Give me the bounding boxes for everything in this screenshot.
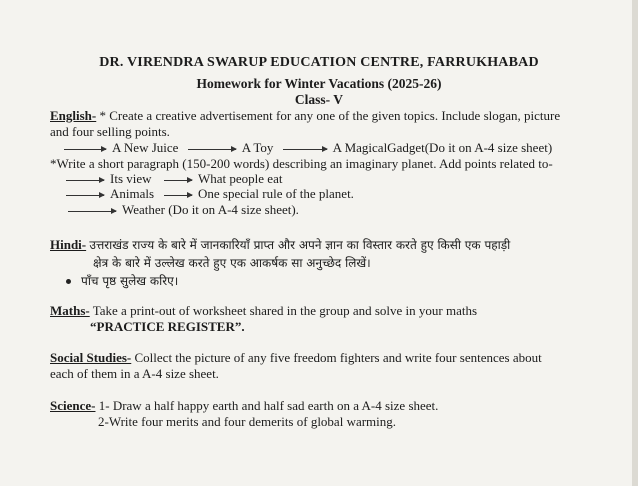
science-item1: 1- Draw a half happy earth and half sad earth on a A-4 size sheet. bbox=[98, 398, 439, 413]
arrow-icon bbox=[64, 149, 106, 150]
english-topic: A New Juice bbox=[112, 140, 179, 155]
maths-label: Maths- bbox=[50, 303, 90, 318]
english-point-left: Animals bbox=[110, 186, 155, 201]
english-task1-line2: and four selling points. bbox=[50, 124, 170, 139]
homework-title: Homework for Winter Vacations (2025-26) bbox=[196, 76, 442, 91]
english-task1-text: * Create a creative advertisement for any one of the given topics. Include slogan, picture bbox=[99, 108, 561, 123]
social-line2: each of them in a A-4 size sheet. bbox=[50, 366, 219, 381]
class-label: Class- V bbox=[294, 92, 344, 107]
english-point-row bbox=[60, 186, 354, 202]
social-label: Social Studies- bbox=[50, 350, 132, 365]
arrow-icon bbox=[66, 195, 104, 196]
hindi-bullet: पाँच पृष्ठ सुलेख करिए। bbox=[81, 274, 179, 288]
school-name: DR. VIRENDRA SWARUP EDUCATION CENTRE, FARRUKHABAD bbox=[99, 55, 539, 70]
hindi-text-line1: उत्तराखंड राज्य के बारे में जानकारियाँ प्राप्त और अपने ज्ञान का विस्तार करते हुए किसी एक पहाड़ी bbox=[89, 238, 511, 252]
english-point-right: One special rule of the planet. bbox=[198, 186, 354, 201]
english-topic: A MagicalGadget(Do it on A-4 size sheet) bbox=[332, 140, 553, 155]
maths-text-line1: Take a print-out of worksheet shared in the group and solve in your maths bbox=[92, 303, 478, 318]
english-task2-line1: *Write a short paragraph (150-200 words) describing an imaginary planet. Add points related to- bbox=[50, 156, 553, 171]
english-last-point: Weather (Do it on A-4 size sheet). bbox=[122, 202, 299, 217]
english-label: English- bbox=[50, 108, 97, 123]
science-line1 bbox=[50, 398, 438, 414]
english-point-row bbox=[62, 202, 299, 218]
english-task1-line1 bbox=[50, 108, 560, 124]
arrow-icon bbox=[66, 180, 104, 181]
english-point-left: Its view bbox=[110, 171, 152, 186]
english-topic: A Toy bbox=[241, 140, 274, 155]
hindi-line1 bbox=[50, 236, 510, 253]
english-topics-row bbox=[58, 140, 552, 156]
hindi-label: Hindi- bbox=[50, 237, 87, 252]
science-line2: 2-Write four merits and four demerits of global warming. bbox=[98, 414, 397, 429]
arrow-icon bbox=[68, 211, 116, 212]
hindi-line2: क्षेत्र के बारे में उल्लेख करते हुए एक आकर्षक सा अनुच्छेद लिखें। bbox=[93, 256, 371, 270]
bullet-icon bbox=[66, 279, 71, 284]
arrow-icon bbox=[283, 149, 327, 150]
maths-line1 bbox=[50, 303, 477, 319]
english-point-right: What people eat bbox=[198, 171, 283, 186]
hindi-bullet-row bbox=[66, 272, 178, 290]
arrow-icon bbox=[164, 195, 192, 196]
page-edge-shadow bbox=[632, 0, 638, 486]
arrow-icon bbox=[164, 180, 192, 181]
science-label: Science- bbox=[50, 398, 96, 413]
social-line1 bbox=[50, 350, 542, 366]
social-text-line1: Collect the picture of any five freedom fighters and write four sentences about bbox=[134, 350, 542, 365]
english-point-row bbox=[60, 171, 282, 187]
maths-line2: “PRACTICE REGISTER”. bbox=[90, 319, 245, 334]
arrow-icon bbox=[188, 149, 236, 150]
